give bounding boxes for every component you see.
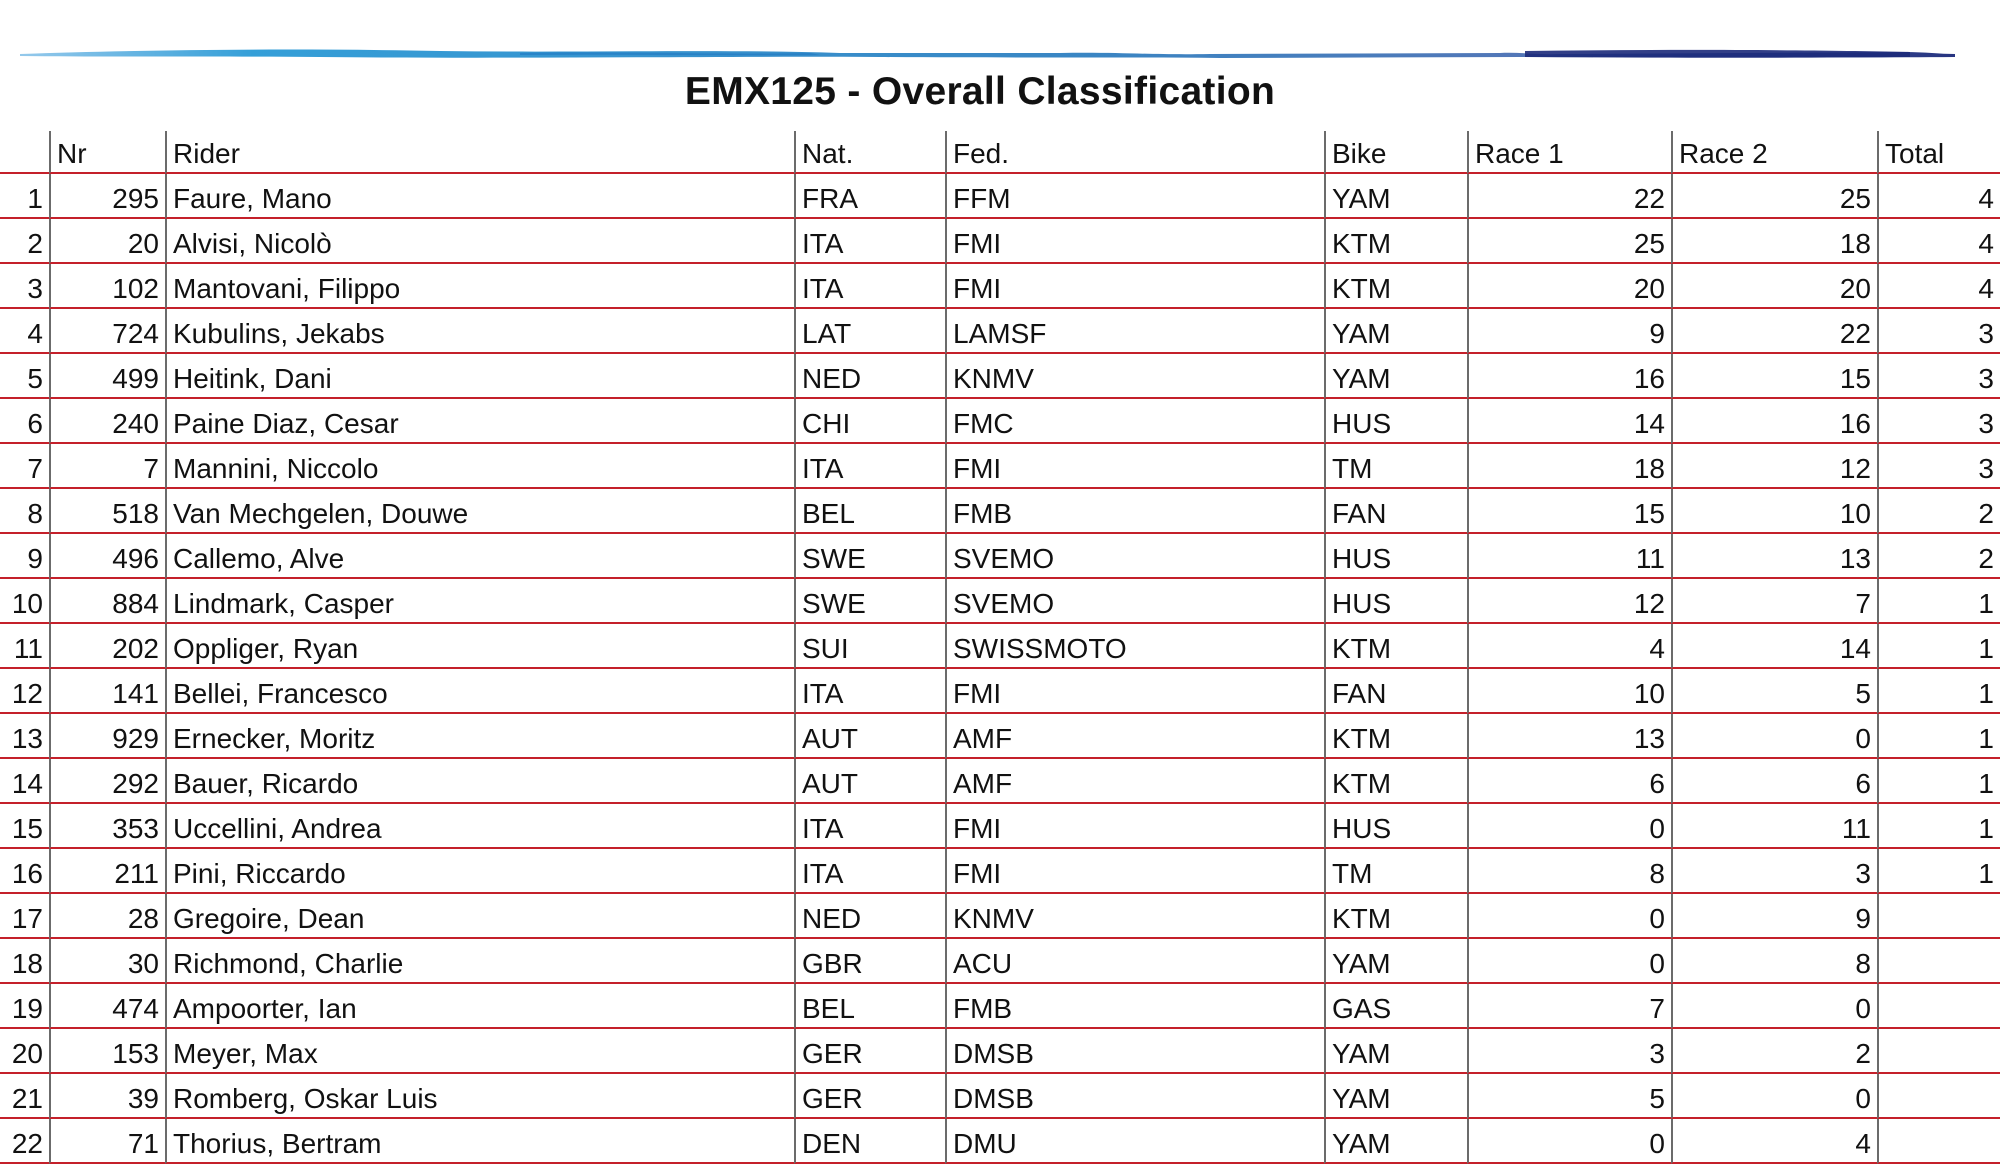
federation-cell: FMI [945, 804, 1324, 849]
table-row [0, 894, 2000, 939]
bike-cell: KTM [1324, 264, 1467, 309]
rider-number-cell: 202 [49, 624, 165, 669]
position-cell: 15 [0, 804, 49, 849]
race2-points-cell: 2 [1671, 1029, 1877, 1074]
position-cell: 9 [0, 534, 49, 579]
federation-cell: FMI [945, 444, 1324, 489]
race1-points-cell: 0 [1467, 804, 1671, 849]
rider-name-cell: Alvisi, Nicolò [165, 219, 794, 264]
federation-cell: LAMSF [945, 309, 1324, 354]
total-points-cell: 4 [1877, 174, 2000, 219]
rider-number-cell: 295 [49, 174, 165, 219]
header-nat: Nat. [794, 131, 945, 174]
race1-points-cell: 25 [1467, 219, 1671, 264]
table-row [0, 444, 2000, 489]
rider-name-cell: Faure, Mano [165, 174, 794, 219]
rider-number-cell: 353 [49, 804, 165, 849]
position-cell: 3 [0, 264, 49, 309]
bike-cell: KTM [1324, 894, 1467, 939]
rider-name-cell: Uccellini, Andrea [165, 804, 794, 849]
bike-cell: YAM [1324, 1119, 1467, 1164]
race2-points-cell: 22 [1671, 309, 1877, 354]
header-race1: Race 1 [1467, 131, 1671, 174]
race1-points-cell: 14 [1467, 399, 1671, 444]
rider-name-cell: Richmond, Charlie [165, 939, 794, 984]
total-points-cell: 1 [1877, 804, 2000, 849]
federation-cell: KNMV [945, 354, 1324, 399]
race2-points-cell: 15 [1671, 354, 1877, 399]
total-points-cell: 3 [1877, 399, 2000, 444]
rider-number-cell: 884 [49, 579, 165, 624]
rider-name-cell: Bauer, Ricardo [165, 759, 794, 804]
rider-number-cell: 71 [49, 1119, 165, 1164]
nationality-cell: CHI [794, 399, 945, 444]
position-cell: 4 [0, 309, 49, 354]
rider-name-cell: Meyer, Max [165, 1029, 794, 1074]
total-points-cell: 1 [1877, 759, 2000, 804]
rider-name-cell: Mannini, Niccolo [165, 444, 794, 489]
table-row [0, 939, 2000, 984]
bike-cell: YAM [1324, 1074, 1467, 1119]
nationality-cell: FRA [794, 174, 945, 219]
nationality-cell: AUT [794, 759, 945, 804]
race2-points-cell: 8 [1671, 939, 1877, 984]
race1-points-cell: 5 [1467, 1074, 1671, 1119]
position-cell: 7 [0, 444, 49, 489]
position-cell: 18 [0, 939, 49, 984]
table-row [0, 669, 2000, 714]
header-race2: Race 2 [1671, 131, 1877, 174]
race2-points-cell: 7 [1671, 579, 1877, 624]
nationality-cell: NED [794, 354, 945, 399]
total-points-cell: 1 [1877, 579, 2000, 624]
bike-cell: TM [1324, 849, 1467, 894]
nationality-cell: ITA [794, 444, 945, 489]
federation-cell: FMB [945, 984, 1324, 1029]
table-row [0, 804, 2000, 849]
race1-points-cell: 4 [1467, 624, 1671, 669]
federation-cell: DMU [945, 1119, 1324, 1164]
rider-number-cell: 102 [49, 264, 165, 309]
nationality-cell: ITA [794, 219, 945, 264]
bike-cell: HUS [1324, 534, 1467, 579]
nationality-cell: GBR [794, 939, 945, 984]
position-cell: 13 [0, 714, 49, 759]
nationality-cell: ITA [794, 669, 945, 714]
race2-points-cell: 14 [1671, 624, 1877, 669]
total-points-cell: 1 [1877, 714, 2000, 759]
table-row [0, 1119, 2000, 1164]
rider-name-cell: Ampoorter, Ian [165, 984, 794, 1029]
table-row [0, 264, 2000, 309]
race1-points-cell: 18 [1467, 444, 1671, 489]
rider-number-cell: 30 [49, 939, 165, 984]
federation-cell: AMF [945, 759, 1324, 804]
position-cell: 21 [0, 1074, 49, 1119]
race2-points-cell: 5 [1671, 669, 1877, 714]
header-rider: Rider [165, 131, 794, 174]
race2-points-cell: 10 [1671, 489, 1877, 534]
rider-name-cell: Lindmark, Casper [165, 579, 794, 624]
rider-number-cell: 474 [49, 984, 165, 1029]
race1-points-cell: 22 [1467, 174, 1671, 219]
rider-number-cell: 20 [49, 219, 165, 264]
federation-cell: FFM [945, 174, 1324, 219]
position-cell: 12 [0, 669, 49, 714]
rider-name-cell: Romberg, Oskar Luis [165, 1074, 794, 1119]
total-points-cell [1877, 939, 2000, 984]
table-row [0, 984, 2000, 1029]
page-title: EMX125 - Overall Classification [684, 70, 1276, 113]
rider-number-cell: 141 [49, 669, 165, 714]
total-points-cell [1877, 1119, 2000, 1164]
table-row [0, 624, 2000, 669]
bike-cell: KTM [1324, 714, 1467, 759]
rider-number-cell: 7 [49, 444, 165, 489]
race2-points-cell: 11 [1671, 804, 1877, 849]
race1-points-cell: 8 [1467, 849, 1671, 894]
rider-number-cell: 499 [49, 354, 165, 399]
race2-points-cell: 13 [1671, 534, 1877, 579]
race1-points-cell: 6 [1467, 759, 1671, 804]
nationality-cell: GER [794, 1074, 945, 1119]
header-brush-stroke [20, 44, 1955, 64]
nationality-cell: NED [794, 894, 945, 939]
rider-number-cell: 240 [49, 399, 165, 444]
header-pos [0, 131, 49, 174]
race2-points-cell: 16 [1671, 399, 1877, 444]
nationality-cell: SWE [794, 534, 945, 579]
bike-cell: FAN [1324, 489, 1467, 534]
nationality-cell: AUT [794, 714, 945, 759]
position-cell: 10 [0, 579, 49, 624]
nationality-cell: BEL [794, 984, 945, 1029]
rider-name-cell: Thorius, Bertram [165, 1119, 794, 1164]
rider-name-cell: Paine Diaz, Cesar [165, 399, 794, 444]
federation-cell: FMC [945, 399, 1324, 444]
race1-points-cell: 16 [1467, 354, 1671, 399]
total-points-cell: 4 [1877, 219, 2000, 264]
table-row [0, 399, 2000, 444]
rider-number-cell: 518 [49, 489, 165, 534]
total-points-cell: 2 [1877, 534, 2000, 579]
rider-name-cell: Gregoire, Dean [165, 894, 794, 939]
rider-number-cell: 28 [49, 894, 165, 939]
total-points-cell [1877, 1029, 2000, 1074]
position-cell: 6 [0, 399, 49, 444]
position-cell: 11 [0, 624, 49, 669]
race1-points-cell: 20 [1467, 264, 1671, 309]
rider-name-cell: Kubulins, Jekabs [165, 309, 794, 354]
table-row [0, 579, 2000, 624]
nationality-cell: GER [794, 1029, 945, 1074]
race1-points-cell: 15 [1467, 489, 1671, 534]
position-cell: 5 [0, 354, 49, 399]
rider-number-cell: 724 [49, 309, 165, 354]
rider-number-cell: 929 [49, 714, 165, 759]
total-points-cell: 2 [1877, 489, 2000, 534]
race2-points-cell: 20 [1671, 264, 1877, 309]
nationality-cell: SWE [794, 579, 945, 624]
rider-name-cell: Van Mechgelen, Douwe [165, 489, 794, 534]
table-row [0, 354, 2000, 399]
federation-cell: FMI [945, 669, 1324, 714]
total-points-cell [1877, 984, 2000, 1029]
table-row [0, 534, 2000, 579]
position-cell: 20 [0, 1029, 49, 1074]
race2-points-cell: 3 [1671, 849, 1877, 894]
bike-cell: HUS [1324, 579, 1467, 624]
bike-cell: HUS [1324, 399, 1467, 444]
rider-name-cell: Ernecker, Moritz [165, 714, 794, 759]
total-points-cell: 1 [1877, 849, 2000, 894]
bike-cell: FAN [1324, 669, 1467, 714]
bike-cell: GAS [1324, 984, 1467, 1029]
position-cell: 8 [0, 489, 49, 534]
rider-name-cell: Oppliger, Ryan [165, 624, 794, 669]
table-row [0, 219, 2000, 264]
position-cell: 16 [0, 849, 49, 894]
race1-points-cell: 12 [1467, 579, 1671, 624]
total-points-cell: 3 [1877, 309, 2000, 354]
race1-points-cell: 3 [1467, 1029, 1671, 1074]
race2-points-cell: 12 [1671, 444, 1877, 489]
total-points-cell [1877, 1074, 2000, 1119]
race2-points-cell: 4 [1671, 1119, 1877, 1164]
race1-points-cell: 0 [1467, 894, 1671, 939]
header-fed: Fed. [945, 131, 1324, 174]
nationality-cell: ITA [794, 264, 945, 309]
race1-points-cell: 13 [1467, 714, 1671, 759]
federation-cell: FMI [945, 849, 1324, 894]
race2-points-cell: 6 [1671, 759, 1877, 804]
race2-points-cell: 25 [1671, 174, 1877, 219]
race2-points-cell: 0 [1671, 1074, 1877, 1119]
table-row [0, 174, 2000, 219]
race2-points-cell: 18 [1671, 219, 1877, 264]
federation-cell: SVEMO [945, 579, 1324, 624]
header-total: Total [1877, 131, 2000, 174]
table-row [0, 489, 2000, 534]
bike-cell: YAM [1324, 354, 1467, 399]
federation-cell: DMSB [945, 1074, 1324, 1119]
race2-points-cell: 0 [1671, 984, 1877, 1029]
rider-number-cell: 153 [49, 1029, 165, 1074]
rider-name-cell: Heitink, Dani [165, 354, 794, 399]
position-cell: 1 [0, 174, 49, 219]
bike-cell: KTM [1324, 624, 1467, 669]
race1-points-cell: 9 [1467, 309, 1671, 354]
rider-name-cell: Mantovani, Filippo [165, 264, 794, 309]
rider-number-cell: 496 [49, 534, 165, 579]
total-points-cell: 1 [1877, 669, 2000, 714]
race2-points-cell: 9 [1671, 894, 1877, 939]
federation-cell: SVEMO [945, 534, 1324, 579]
bike-cell: YAM [1324, 939, 1467, 984]
total-points-cell [1877, 894, 2000, 939]
federation-cell: SWISSMOTO [945, 624, 1324, 669]
nationality-cell: BEL [794, 489, 945, 534]
rider-name-cell: Bellei, Francesco [165, 669, 794, 714]
rider-number-cell: 292 [49, 759, 165, 804]
federation-cell: FMB [945, 489, 1324, 534]
classification-table [0, 131, 2000, 1164]
position-cell: 19 [0, 984, 49, 1029]
nationality-cell: ITA [794, 849, 945, 894]
table-header-row [0, 131, 2000, 174]
federation-cell: KNMV [945, 894, 1324, 939]
bike-cell: HUS [1324, 804, 1467, 849]
rider-number-cell: 39 [49, 1074, 165, 1119]
rider-name-cell: Callemo, Alve [165, 534, 794, 579]
position-cell: 22 [0, 1119, 49, 1164]
bike-cell: YAM [1324, 1029, 1467, 1074]
race1-points-cell: 0 [1467, 939, 1671, 984]
bike-cell: YAM [1324, 309, 1467, 354]
federation-cell: AMF [945, 714, 1324, 759]
position-cell: 17 [0, 894, 49, 939]
nationality-cell: LAT [794, 309, 945, 354]
bike-cell: TM [1324, 444, 1467, 489]
position-cell: 2 [0, 219, 49, 264]
nationality-cell: DEN [794, 1119, 945, 1164]
bike-cell: KTM [1324, 759, 1467, 804]
table-row [0, 714, 2000, 759]
total-points-cell: 3 [1877, 354, 2000, 399]
rider-name-cell: Pini, Riccardo [165, 849, 794, 894]
header-nr: Nr [49, 131, 165, 174]
bike-cell: KTM [1324, 219, 1467, 264]
federation-cell: DMSB [945, 1029, 1324, 1074]
race1-points-cell: 7 [1467, 984, 1671, 1029]
federation-cell: ACU [945, 939, 1324, 984]
total-points-cell: 1 [1877, 624, 2000, 669]
nationality-cell: SUI [794, 624, 945, 669]
race2-points-cell: 0 [1671, 714, 1877, 759]
table-row [0, 1074, 2000, 1119]
federation-cell: FMI [945, 219, 1324, 264]
table-row [0, 849, 2000, 894]
total-points-cell: 4 [1877, 264, 2000, 309]
table-row [0, 759, 2000, 804]
bike-cell: YAM [1324, 174, 1467, 219]
table-row [0, 309, 2000, 354]
rider-number-cell: 211 [49, 849, 165, 894]
nationality-cell: ITA [794, 804, 945, 849]
race1-points-cell: 10 [1467, 669, 1671, 714]
table-row [0, 1029, 2000, 1074]
header-bike: Bike [1324, 131, 1467, 174]
federation-cell: FMI [945, 264, 1324, 309]
race1-points-cell: 0 [1467, 1119, 1671, 1164]
race1-points-cell: 11 [1467, 534, 1671, 579]
total-points-cell: 3 [1877, 444, 2000, 489]
position-cell: 14 [0, 759, 49, 804]
